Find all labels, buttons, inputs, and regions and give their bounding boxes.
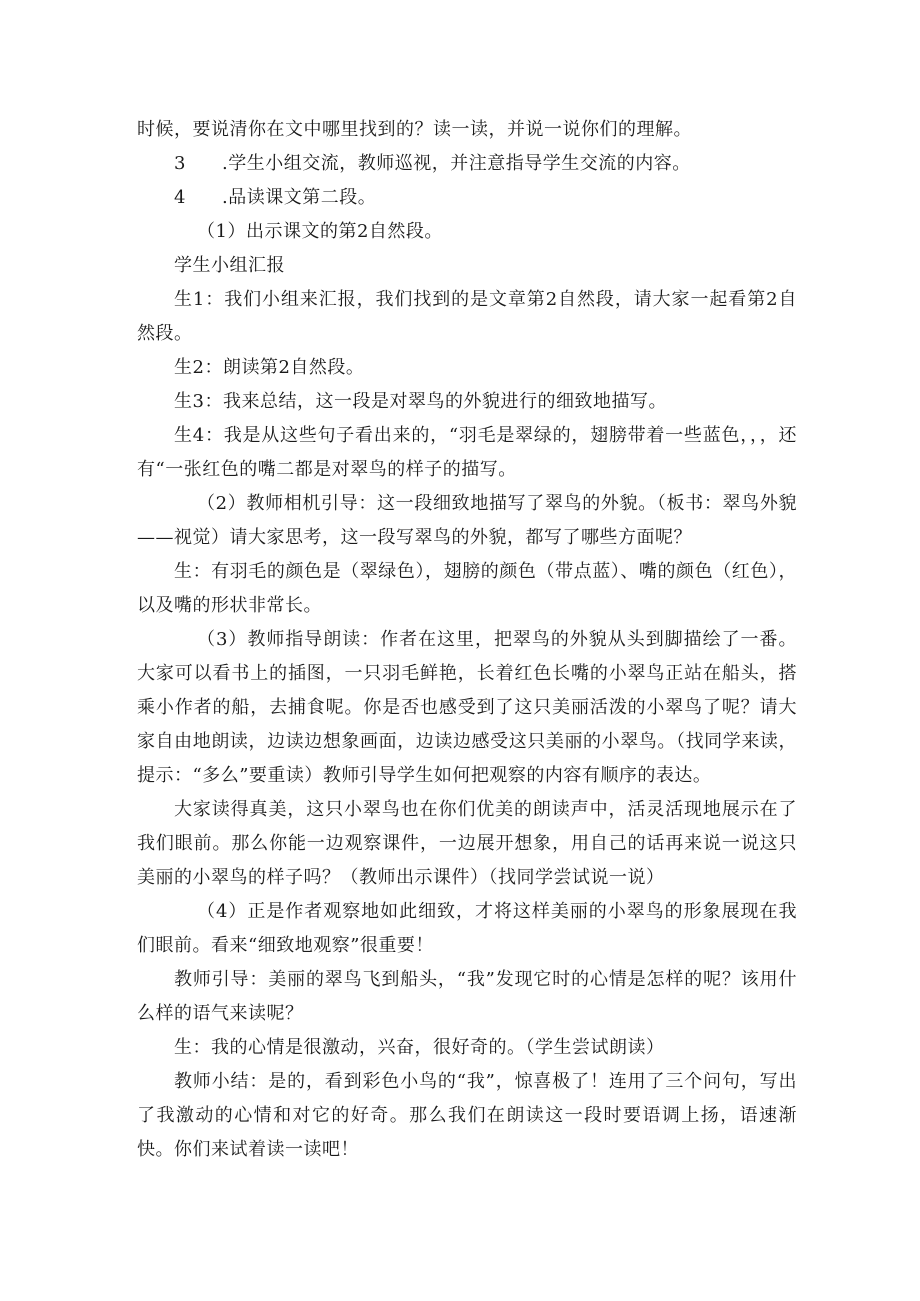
paragraph-substep-3: （3）教师指导朗读：作者在这里，把翠鸟的外貌从头到脚描绘了一番。大家可以看书上的插图，一只羽毛鲜艳，长着红色长嘴的小翠鸟正站在船头，搭乘小作者的船，去捕食呢。你是否也感受到了这只美丽活泼的小翠鸟了呢？请大家自由地朗读，边读边想象画面，边读边感受这只美丽的小翠鸟。（找同学来读，提示：“多么”要重读）教师引导学生如何把观察的内容有顺序的表达。	[137, 629, 797, 786]
paragraph-step-3	[137, 147, 797, 181]
paragraph-student-answer: 生：有羽毛的颜色是（翠绿色），翅膀的颜色（带点蓝）、嘴的颜色（红色），以及嘴的形状非常长。	[137, 561, 797, 616]
paragraph-substep-1: （1）出示课文的第2自然段。	[197, 221, 443, 242]
document-body	[137, 113, 797, 1167]
paragraph-teacher-guide: 教师引导：美丽的翠鸟飞到船头，“我”发现它时的心情是怎样的呢？该用什么样的语气来读呢？	[137, 969, 797, 1024]
paragraph-substep-2: （2）教师相机引导：这一段细致地描写了翠鸟的外貌。（板书：翠鸟外貌——视觉）请大家思考，这一段写翠鸟的外貌，都写了哪些方面呢？	[137, 493, 797, 548]
paragraph-student-2: 生2：朗读第2自然段。	[174, 357, 365, 378]
paragraph-student-4: 生4：我是从这些句子看出来的，“羽毛是翠绿的，翅膀带着一些蓝色，，，还有“一张红色的嘴二都是对翠鸟的样子的描写。	[137, 425, 797, 480]
step-number: 4	[174, 187, 186, 208]
step-text: .品读课文第二段。	[222, 187, 377, 208]
paragraph-step-4	[137, 181, 797, 215]
paragraph-class-praise: 大家读得真美，这只小翠鸟也在你们优美的朗读声中，活灵活现地展示在了我们眼前。那么你能一边观察课件，一边展开想象，用自己的话再来说一说这只美丽的小翠鸟的样子吗？（教师出示课件）（找同学尝试说一说）	[137, 799, 797, 888]
paragraph-student-feeling: 生：我的心情是很激动，兴奋，很好奇的。（学生尝试朗读）	[174, 1037, 665, 1058]
step-number: 3	[174, 153, 186, 174]
paragraph-substep-4: （4）正是作者观察地如此细致，才将这样美丽的小翠鸟的形象展现在我们眼前。看来“细致地观察”很重要！	[137, 901, 797, 956]
paragraph-student-3: 生3：我来总结，这一段是对翠鸟的外貌进行的细致地描写。	[174, 391, 667, 412]
paragraph-intro-continuation: 时候，要说清你在文中哪里找到的？读一读，并说一说你们的理解。	[137, 119, 692, 140]
paragraph-group-report-heading: 学生小组汇报	[174, 255, 285, 276]
step-text: .学生小组交流，教师巡视，并注意指导学生交流的内容。	[222, 153, 691, 174]
paragraph-teacher-summary: 教师小结：是的，看到彩色小鸟的“我”，惊喜极了！连用了三个问句，写出了我激动的心情和对它的好奇。那么我们在朗读这一段时要语调上扬，语速渐快。你们来试着读一读吧！	[137, 1071, 797, 1160]
paragraph-student-1: 生1：我们小组来汇报，我们找到的是文章第2自然段，请大家一起看第2自然段。	[137, 289, 797, 344]
